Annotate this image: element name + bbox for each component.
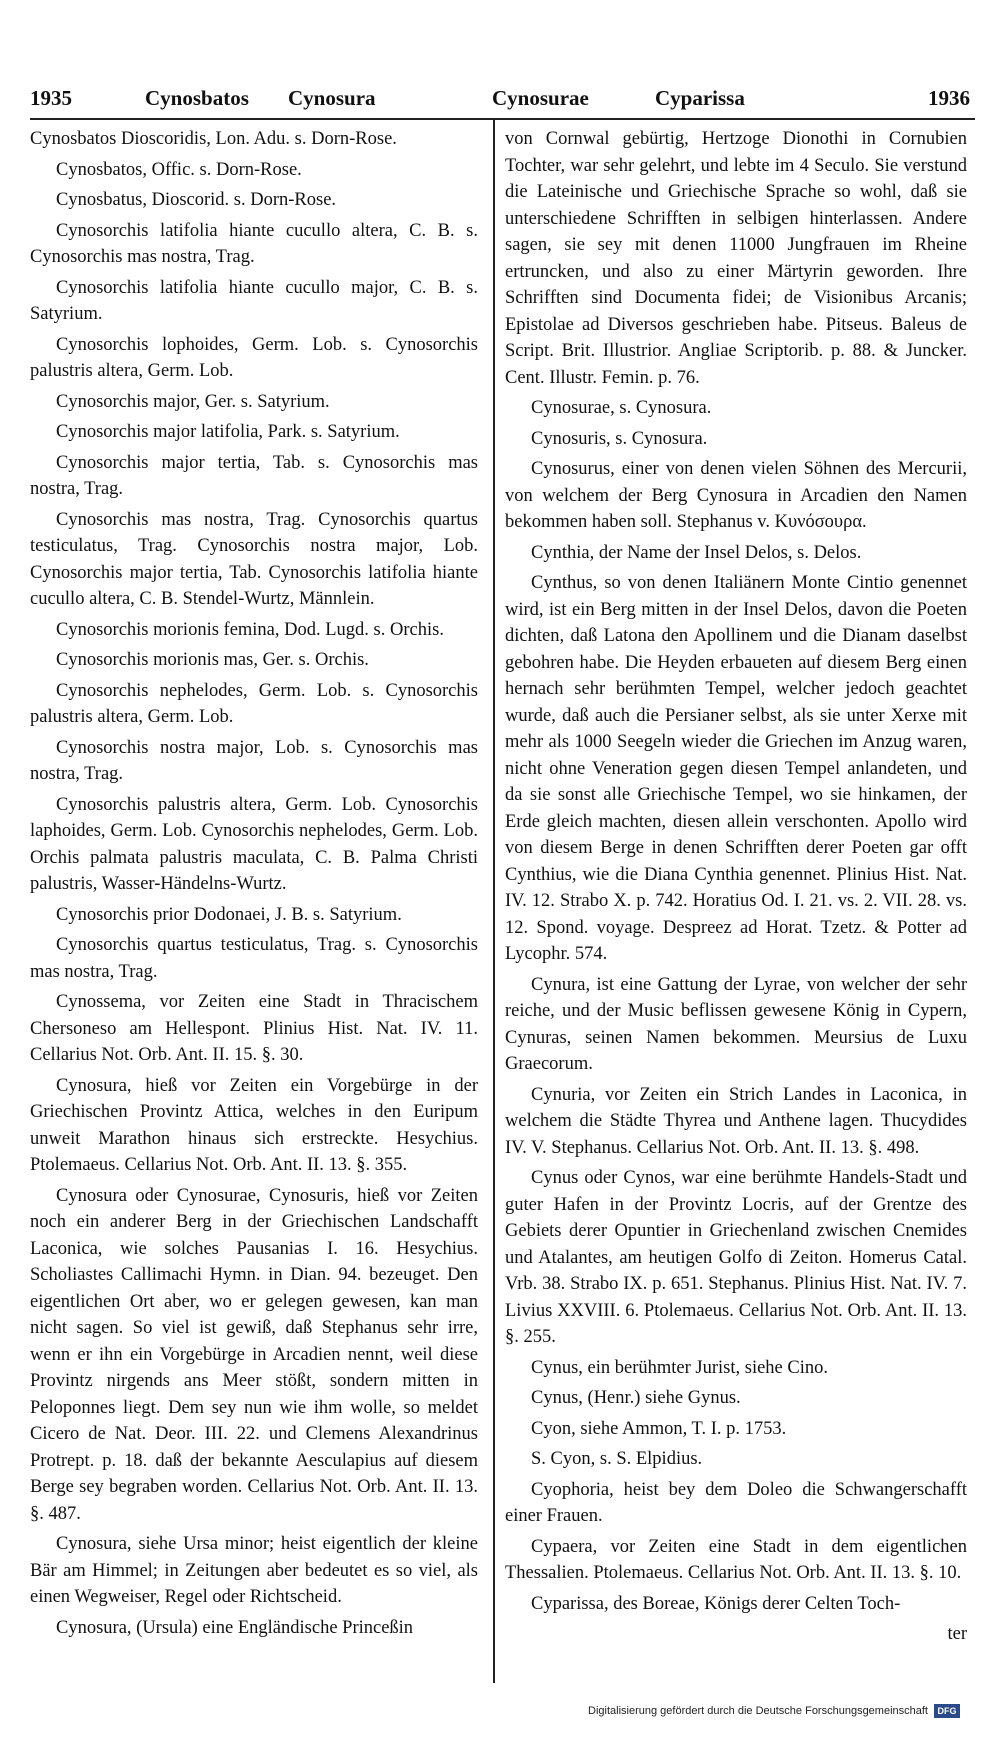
header-word-3: Cynosurae [492,86,589,110]
entry: Cynuria, vor Zeiten ein Strich Landes in Laconica, in welchem die Städte Thyrea und Anthene lagen. Thucydides IV. V. Stephanus. Cellarius Not. Orb. Ant. II. 13. §. 498. [505,1084,967,1158]
entry: Cynosorchis palustris altera, Germ. Lob. Cynosorchis laphoides, Germ. Lob. Cynosorchis nephelodes, Germ. Lob. Orchis palmata palustris maculata, C. B. Palma Christi palustris, Wasser-Händelns-Wurtz. [30,794,478,894]
entry: Cynthus, so von denen Italiänern Monte Cintio genennet wird, ist ein Berg mitten in der Insel Delos, davon die Poeten dichten, daß Latona den Apollinem und die Dianam daselbst gebohren habe. Die Heyden erbaueten auf diesem Berg einen hernach sehr berühmten Tempel, welcher jedoch geachtet wurde, daß auch die Persianer selbst, als sie unter Xerxe mit mehr als 1000 Seegeln wieder die Griechen im Anzug waren, nicht ohne Veneration gegen diesen Tempel anlandeten, und da sie sonst alle Griechische Tempel, wo sie hinkamen, der Erde gleich machten, diesen allein verschonten. Apollo wird von diesem Berge in denen Schrifften derer Poeten gar offt Cynthius, wie die Diana Cynthia genennet. Plinius Hist. Nat. IV. 12. Strabo X. p. 742. Horatius Od. I. 21. vs. 2. VII. 28. vs. 12. Spond. voyage. Despreez ad Horat. Tzetz. & Potter ad Lycophr. 574. [505,573,967,964]
header-word-1: Cynosbatos [145,86,249,110]
footer-text: Digitalisierung gefördert durch die Deutsche Forschungsgemeinschaft [588,1705,928,1717]
entry: Cynosorchis prior Dodonaei, J. B. s. Satyrium. [56,904,402,925]
entry: Cynossema, vor Zeiten eine Stadt in Thracischem Chersoneso am Hellespont. Plinius Hist. Nat. IV. 11. Cellarius Not. Orb. Ant. II. 15. §. 30. [30,992,478,1065]
entry: Cynosorchis lophoides, Germ. Lob. s. Cynosorchis palustris altera, Germ. Lob. [30,334,478,381]
header-word-4: Cyparissa [655,86,745,110]
entry: Cynosorchis latifolia hiante cucullo major, C. B. s. Satyrium. [30,277,478,324]
entry: Cynosorchis morionis femina, Dod. Lugd. s. Orchis. [56,619,444,640]
entry: Cynus oder Cynos, war eine berühmte Handels-Stadt und guter Hafen in der Provintz Locris, auf der Grentze des Gebiets derer Opuntier in Griechenland zwischen Cnemides und Atalantes, am heutigen Golfo di Zeiton. Homerus Catal. Vrb. 38. Strabo IX. p. 651. Stephanus. Plinius Hist. Nat. IV. 7. Livius XXVIII. 6. Ptolemaeus. Cellarius Not. Orb. Ant. II. 13. §. 255. [505,1168,967,1347]
left-column [30,126,478,1645]
entry: Cynosorchis mas nostra, Trag. Cynosorchis quartus testiculatus, Trag. Cynosorchis nostra major, Lob. Cynosorchis major tertia, Tab. Cynosorchis latifolia hiante cucullo altera, C. B. Stendel-Wurtz, Männlein. [30,509,478,609]
entry: Cynosorchis major latifolia, Park. s. Satyrium. [56,422,400,442]
entry: Cyon, siehe Ammon, T. I. p. 1753. [531,1418,787,1439]
entry: Cynosorchis nephelodes, Germ. Lob. s. Cynosorchis palustris altera, Germ. Lob. [30,680,478,727]
footer [588,1704,960,1718]
entry: Cynosbatus, Dioscorid. s. Dorn-Rose. [56,190,337,210]
catchword: ter [947,1624,967,1644]
entry: Cynosbatos Dioscoridis, Lon. Adu. s. Dorn-Rose. [30,129,397,149]
entry: Cynus, ein berühmter Jurist, siehe Cino. [531,1357,828,1378]
entry: Cynosorchis major, Ger. s. Satyrium. [56,391,330,412]
entry: Cynura, ist eine Gattung der Lyrae, von welcher der sehr reiche, und der Music beflissen gewesene König in Cypern, Cynuras, seinen Namen bekommen. Meursius de Luxu Graecorum. [505,974,967,1074]
entry: Cynosura, (Ursula) eine Engländische Princeßin [56,1617,414,1638]
entry: Cynosorchis nostra major, Lob. s. Cynosorchis mas nostra, Trag. [30,737,478,784]
entry: Cynosorchis major tertia, Tab. s. Cynosorchis mas nostra, Trag. [30,452,478,499]
entry: Cynthia, der Name der Insel Delos, s. Delos. [531,542,862,563]
entry: Cynosura, siehe Ursa minor; heist eigentlich der kleine Bär am Himmel; in Zeitungen aber bedeutet es so viel, als einen Wegweiser, Regel oder Richtscheid. [30,1534,478,1607]
column-divider [493,118,495,1683]
dfg-logo-icon: DFG [934,1704,960,1718]
entry: Cynosurae, s. Cynosura. [531,398,712,418]
entry: S. Cyon, s. S. Elpidius. [531,1449,703,1469]
page-header [30,86,970,116]
entry: Cynosorchis quartus testiculatus, Trag. s. Cynosorchis mas nostra, Trag. [30,935,478,982]
entry: Cynus, (Henr.) siehe Gynus. [531,1388,741,1408]
entry: Cynosorchis morionis mas, Ger. s. Orchis. [56,650,369,670]
page-number-left: 1935 [30,86,72,110]
entry-continuation: von Cornwal gebürtig, Hertzoge Dionothi in Cornubien Tochter, war sehr gelehrt, und lebte im 4 Seculo. Sie verstund die Lateinische und Griechische Sprache so wohl, daß sie unterschiedene Schrifften in selbigen hinterlassen. Andere sagen, sie sey mit denen 11000 Jungfrauen im Rheine ertruncken, und also zu einer Märtyrin geworden. Ihre Schrifften sind Documenta fidei; de Visionibus Arcanis; Epistolae ad Diversos geschrieben habe. Pitseus. Baleus de Script. Brit. Illustrior. Angliae Scriptorib. p. 88. & Juncker. Cent. Illustr. Femin. p. 76. [505,129,967,388]
right-column [505,126,967,1648]
page-number-right: 1936 [928,86,970,110]
header-word-2: Cynosura [288,86,376,110]
entry: Cynosuris, s. Cynosura. [531,428,708,449]
entry: Cyparissa, des Boreae, Königs derer Celten Toch- [531,1593,901,1614]
entry: Cypaera, vor Zeiten eine Stadt in dem eigentlichen Thessalien. Ptolemaeus. Cellarius Not. Orb. Ant. II. 13. §. 10. [505,1536,967,1583]
entry: Cynosorchis latifolia hiante cucullo altera, C. B. s. Cynosorchis mas nostra, Trag. [30,220,478,267]
entry: Cynosbatos, Offic. s. Dorn-Rose. [56,159,302,180]
entry: Cyophoria, heist bey dem Doleo die Schwangerschafft einer Frauen. [505,1479,967,1526]
header-rule [30,118,975,120]
entry: Cynosura, hieß vor Zeiten ein Vorgebürge in der Griechischen Provintz Attica, welches in den Euripum unweit Marathon hinaus sich erstreckte. Hesychius. Ptolemaeus. Cellarius Not. Orb. Ant. II. 13. §. 355. [30,1075,478,1175]
entry: Cynosura oder Cynosurae, Cynosuris, hieß vor Zeiten noch ein anderer Berg in der Griechischen Landschafft Laconica, wie solches Pausanias I. 16. Hesychius. Scholiastes Callimachi Hymn. in Dian. 94. bezeuget. Den eigentlichen Ort aber, wo er gelegen gewesen, kan man nicht sagen. So viel ist gewiß, daß Stephanus sehr irre, wenn er ihn ein Vorgebürge in Arcadien nennt, weil diese Provintz nirgends ans Meer stößt, sondern mitten in Peloponnes liegt. Dem sey nun wie ihm wolle, so meldet Cicero de Nat. Deor. III. 22. und Clemens Alexandrinus Protrept. p. 18. daß der bekannte Aesculapius auf diesem Berge sey begraben worden. Cellarius Not. Orb. Ant. II. 13. §. 487. [30,1185,478,1524]
entry: Cynosurus, einer von denen vielen Söhnen des Mercurii, von welchem der Berg Cynosura in Arcadien den Namen bekommen haben soll. Stephanus v. Κυνόσουρα. [505,459,967,532]
